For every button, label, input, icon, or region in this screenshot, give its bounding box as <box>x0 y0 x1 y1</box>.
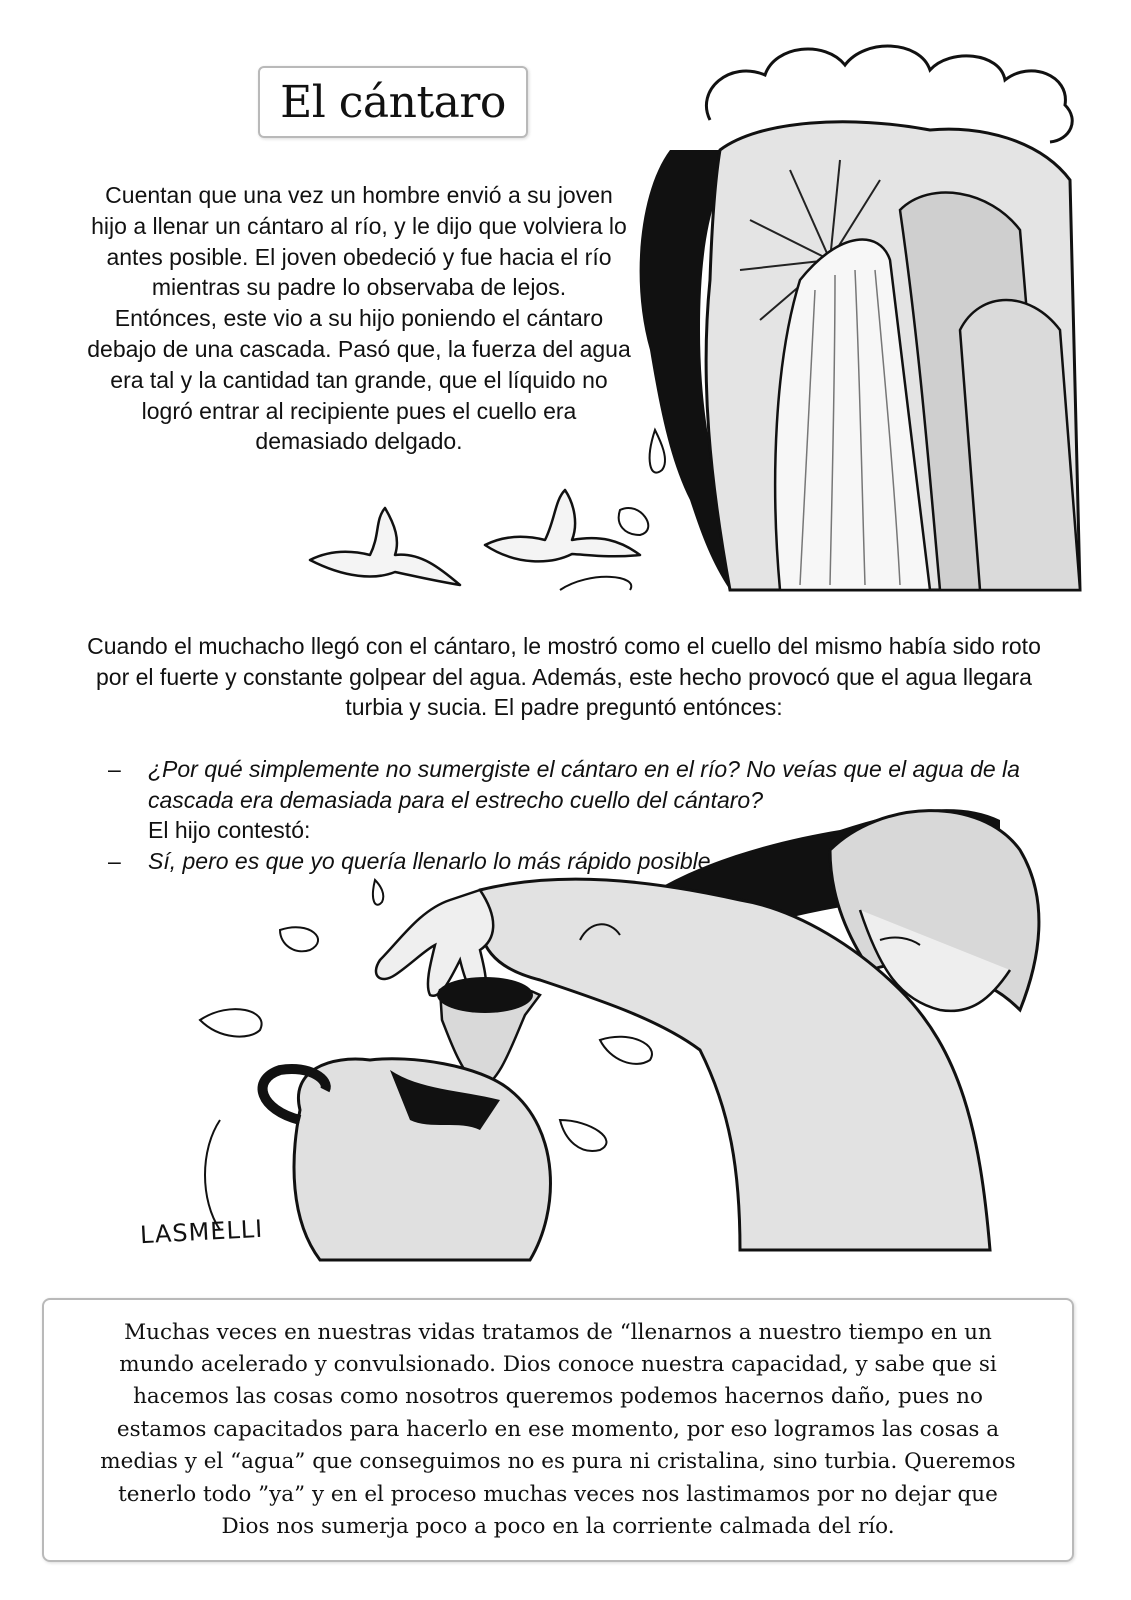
dialogue-dash: – <box>108 847 121 874</box>
father-question: ¿Por qué simplemente no sumergiste el cántaro en el río? No veías que el agua de la cascada era demasiada para el estrecho cuello del cántaro? <box>148 756 1020 813</box>
title-box <box>258 66 528 138</box>
moral-box <box>42 1298 1074 1562</box>
page-title: El cántaro <box>280 76 506 128</box>
intro-text <box>86 180 632 457</box>
intro-paragraph-2: Entónces, este vio a su hijo poniendo el cántaro debajo de una cascada. Pasó que, la fuerza del agua era tal y la cantidad tan grande, que el líquido no logró entrar al recipiente pues el cuello era demasiado delgado. <box>87 305 631 455</box>
waterfall-illustration <box>600 30 1100 610</box>
intro-paragraph-1: Cuentan que una vez un hombre envió a su joven hijo a llenar un cántaro al río, y le dijo que volviera lo antes posible. El joven obedeció y fue hacia el río mientras su padre lo observaba de lejos. <box>91 182 627 301</box>
artist-signature: LASMELLI <box>139 1214 264 1250</box>
son-intro: El hijo contestó: <box>148 817 311 843</box>
birds-illustration <box>300 480 660 600</box>
story-paragraph-2: Cuando el muchacho llegó con el cántaro, le mostró como el cuello del mismo había sido roto por el fuerte y constante golpear del agua. Además, este hecho provocó que el agua llegara turbia y sucia. El padre preguntó entónces: <box>87 633 1041 720</box>
dialogue-dash: – <box>108 756 121 782</box>
moral-text: Muchas veces en nuestras vidas tratamos de “llenarnos a nuestro tiempo en un mundo acelerado y convulsionado. Dios conoce nuestra capacidad, y sabe que si hacemos las cosas como nosotros queremos podemos hacernos daño, pues no estamos capacitados para hacerlo en ese momento, por eso logramos las cosas a medias y el “agua” que conseguimos no es pura ni cristalina, sino turbia. Queremos tenerlo todo ”ya” y en el proceso muchas veces nos lastimamos por no dejar que Dios nos sumerja poco a poco en la corriente calmada del río. <box>100 1319 1016 1540</box>
son-answer: Sí, pero es que yo quería llenarlo lo más rápido posible. <box>148 847 717 874</box>
boy-jug-illustration <box>180 790 1060 1260</box>
